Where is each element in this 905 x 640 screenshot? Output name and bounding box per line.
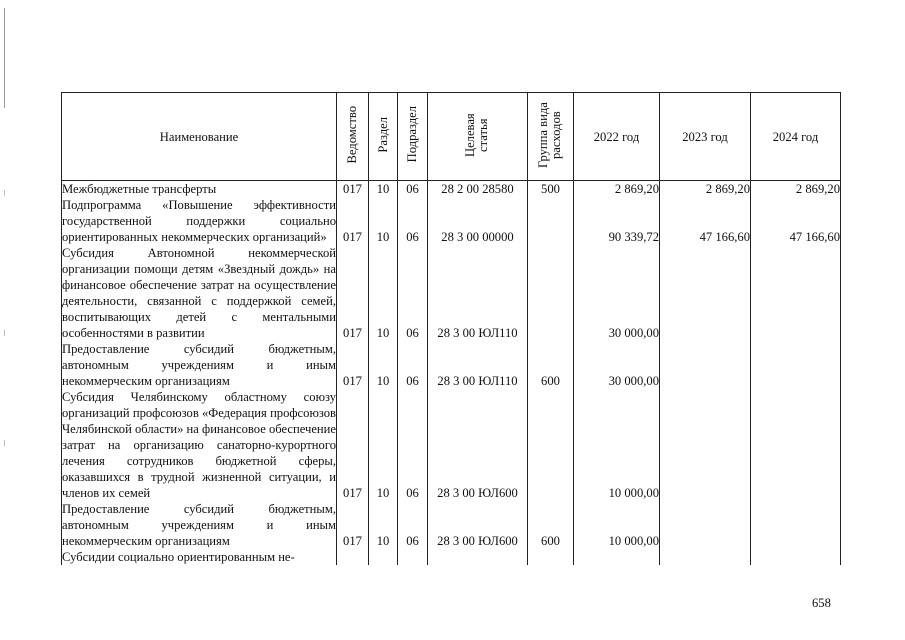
cell-name: Субсидии социально ориентированным не- xyxy=(62,549,337,565)
header-target: Целевая статья xyxy=(428,93,528,181)
cell-dept: 017 xyxy=(337,341,369,389)
table-row xyxy=(62,245,841,341)
cell-group xyxy=(528,549,574,565)
cell-subsection: 06 xyxy=(398,341,428,389)
cell-y2023 xyxy=(660,501,751,549)
cell-y2022: 30 000,00 xyxy=(574,245,660,341)
cell-section: 10 xyxy=(369,501,398,549)
cell-y2023: 2 869,20 xyxy=(660,181,751,198)
table-row xyxy=(62,181,841,198)
cell-dept: 017 xyxy=(337,389,369,501)
header-2023: 2023 год xyxy=(660,93,751,181)
cell-target: 28 3 00 ЮЛ600 xyxy=(428,389,528,501)
cell-section: 10 xyxy=(369,181,398,198)
cell-group xyxy=(528,245,574,341)
cell-y2024: 47 166,60 xyxy=(751,197,841,245)
cell-target: 28 3 00 ЮЛ110 xyxy=(428,341,528,389)
scan-edge-mark xyxy=(4,330,5,336)
cell-y2024 xyxy=(751,245,841,341)
table-body xyxy=(62,181,841,566)
cell-y2022: 2 869,20 xyxy=(574,181,660,198)
table-header-row xyxy=(62,93,841,181)
cell-section: 10 xyxy=(369,341,398,389)
table-row xyxy=(62,389,841,501)
header-2022: 2022 год xyxy=(574,93,660,181)
scan-edge-mark xyxy=(4,440,5,446)
cell-dept: 017 xyxy=(337,501,369,549)
cell-name: Подпрограмма «Повышение эффективности государственной поддержки социально ориентированных некоммерческих организаций» xyxy=(62,198,336,244)
cell-name: Предоставление субсидий бюджетным, автономным учреждениям и иным некоммерческим организациям xyxy=(62,342,336,388)
cell-subsection: 06 xyxy=(398,197,428,245)
cell-subsection xyxy=(398,549,428,565)
cell-y2024 xyxy=(751,389,841,501)
cell-dept: 017 xyxy=(337,197,369,245)
cell-target: 28 3 00 ЮЛ600 xyxy=(428,501,528,549)
cell-group xyxy=(528,197,574,245)
scan-edge-mark xyxy=(4,190,5,196)
header-name: Наименование xyxy=(62,93,337,181)
cell-name: Субсидия Челябинскому областному союзу организаций профсоюзов «Федерация профсоюзов Челябинской области» на финансовое обеспечение затрат на организацию санаторно-курортного лечения сотрудников бюджетной сферы, оказавшихся в трудной жизненной ситуации, и членов их семей xyxy=(62,390,336,500)
cell-name: Межбюджетные трансферты xyxy=(62,181,337,198)
cell-section: 10 xyxy=(369,197,398,245)
cell-y2023 xyxy=(660,549,751,565)
cell-y2022: 90 339,72 xyxy=(574,197,660,245)
table-row xyxy=(62,549,841,565)
cell-subsection: 06 xyxy=(398,245,428,341)
header-dept: Ведомство xyxy=(337,93,369,181)
cell-group: 500 xyxy=(528,181,574,198)
budget-table xyxy=(61,92,841,565)
header-section: Раздел xyxy=(369,93,398,181)
header-group: Группа вида расходов xyxy=(528,93,574,181)
header-subsection: Подраздел xyxy=(398,93,428,181)
cell-y2023 xyxy=(660,245,751,341)
cell-y2022: 10 000,00 xyxy=(574,389,660,501)
cell-section: 10 xyxy=(369,389,398,501)
cell-group: 600 xyxy=(528,341,574,389)
cell-group: 600 xyxy=(528,501,574,549)
cell-y2022: 30 000,00 xyxy=(574,341,660,389)
cell-subsection: 06 xyxy=(398,389,428,501)
cell-section xyxy=(369,549,398,565)
cell-target: 28 2 00 28580 xyxy=(428,181,528,198)
cell-dept xyxy=(337,549,369,565)
cell-dept: 017 xyxy=(337,181,369,198)
scan-edge-line xyxy=(4,8,5,108)
cell-target xyxy=(428,549,528,565)
cell-y2024 xyxy=(751,501,841,549)
cell-target: 28 3 00 00000 xyxy=(428,197,528,245)
cell-dept: 017 xyxy=(337,245,369,341)
cell-y2022 xyxy=(574,549,660,565)
cell-y2024 xyxy=(751,549,841,565)
cell-y2024: 2 869,20 xyxy=(751,181,841,198)
cell-target: 28 3 00 ЮЛ110 xyxy=(428,245,528,341)
cell-name: Субсидия Автономной некоммерческой организации помощи детям «Звездный дождь» на финансовое обеспечение затрат на осуществление деятельности, связанной с поддержкой семей, воспитывающих детей с ментальными особенностями в развитии xyxy=(62,246,336,340)
table-row xyxy=(62,197,841,245)
cell-y2022: 10 000,00 xyxy=(574,501,660,549)
cell-section: 10 xyxy=(369,245,398,341)
cell-y2023 xyxy=(660,341,751,389)
cell-y2023 xyxy=(660,389,751,501)
table-row xyxy=(62,341,841,389)
cell-y2024 xyxy=(751,341,841,389)
table-row xyxy=(62,501,841,549)
cell-y2023: 47 166,60 xyxy=(660,197,751,245)
cell-name: Предоставление субсидий бюджетным, автономным учреждениям и иным некоммерческим организациям xyxy=(62,502,336,548)
header-2024: 2024 год xyxy=(751,93,841,181)
cell-subsection: 06 xyxy=(398,501,428,549)
page-number: 658 xyxy=(812,596,831,610)
cell-subsection: 06 xyxy=(398,181,428,198)
cell-group xyxy=(528,389,574,501)
